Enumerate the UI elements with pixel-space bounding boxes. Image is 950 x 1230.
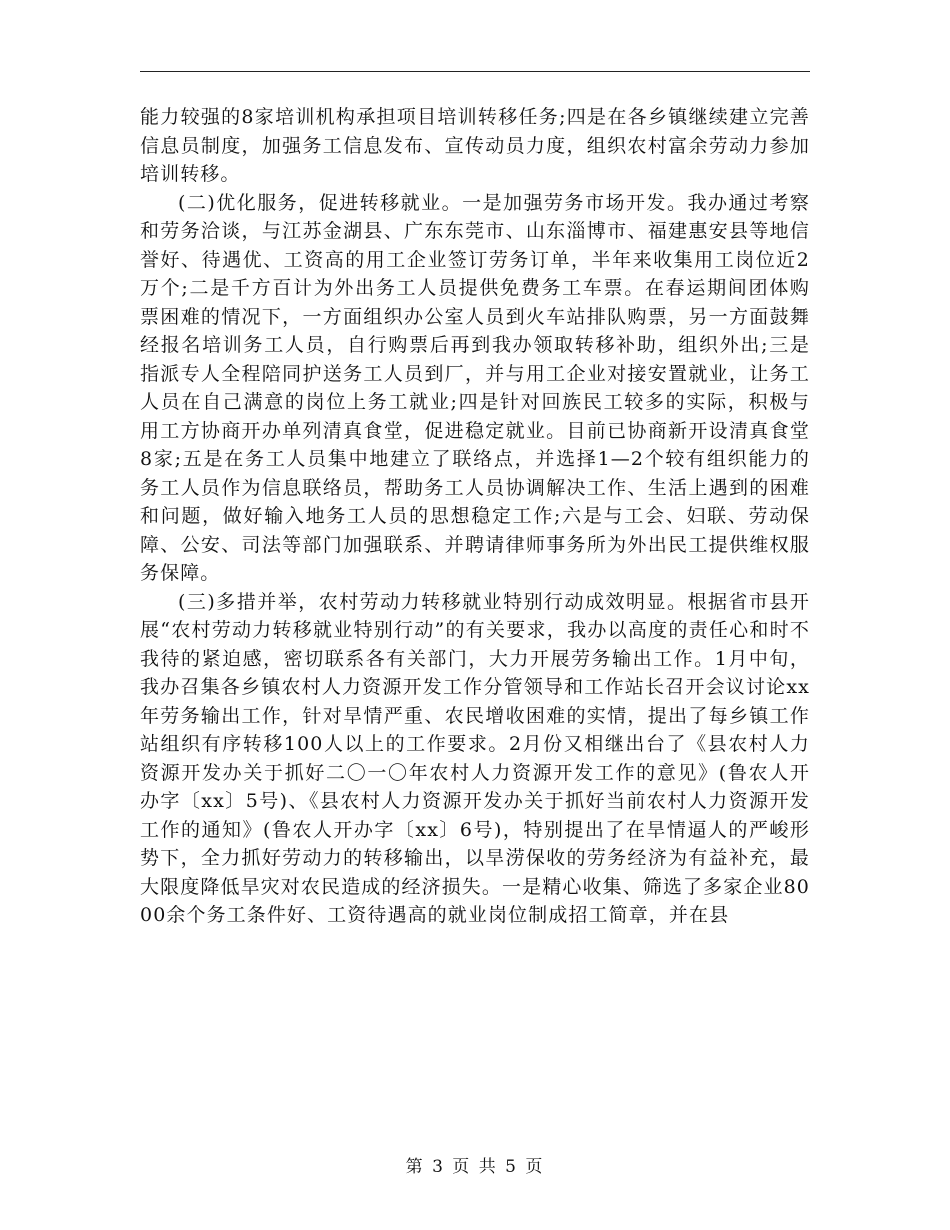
paragraph-multiple-measures: (三)多措并举，农村劳动力转移就业特别行动成效明显。根据省市县开展“农村劳动力转移就业特别行动”的有关要求，我办以高度的责任心和时不我待的紧迫感，密切联系各有关部门，大力开展劳务输出工作。1月中旬，我办召集各乡镇农村人力资源开发工作分管领导和工作站长召开会议讨论xx年劳务输出工作，针对旱情严重、农民增收困难的实情，提出了每乡镇工作站组织有序转移100人以上的工作要求。2月份又相继出台了《县农村人力资源开发办关于抓好二〇一〇年农村人力资源开发工作的意见》(鲁农人开办字〔xx〕5号)、《县农村人力资源开发办关于抓好当前农村人力资源开发工作的通知》(鲁农人开办字〔xx〕6号)，特别提出了在旱情逼人的严峻形势下，全力抓好劳动力的转移输出，以旱涝保收的劳务经济为有益补充，最大限度降低旱灾对农民造成的经济损失。一是精心收集、筛选了多家企业8000余个务工条件好、工资待遇高的就业岗位制成招工简章，并在县 bbox=[140, 590, 810, 926]
paragraph-optimize-service: (二)优化服务，促进转移就业。一是加强劳务市场开发。我办通过考察和劳务洽谈，与江苏金湖县、广东东莞市、山东淄博市、福建惠安县等地信誉好、待遇优、工资高的用工企业签订劳务订单，半年来收集用工岗位近2万个;二是千方百计为外出务工人员提供免费务工车票。在春运期间团体购票困难的情况下，一方面组织办公室人员到火车站排队购票，另一方面鼓舞经报名培训务工人员，自行购票后再到我办领取转移补助，组织外出;三是指派专人全程陪同护送务工人员到厂，并与用工企业对接安置就业，让务工人员在自己满意的岗位上务工就业;四是针对回族民工较多的实际，积极与用工方协商开办单列清真食堂，促进稳定就业。目前已协商新开设清真食堂8家;五是在务工人员集中地建立了联络点，并选择1—2个较有组织能力的务工人员作为信息联络员，帮助务工人员协调解决工作、生活上遇到的困难和问题，做好输入地务工人员的思想稳定工作;六是与工会、妇联、劳动保障、公安、司法等部门加强联系、并聘请律师事务所为外出民工提供维权服务保障。 bbox=[140, 191, 810, 584]
page-number-footer: 第 3 页 共 5 页 bbox=[405, 1157, 545, 1177]
header-rule bbox=[140, 71, 810, 72]
paragraph-continuation: 能力较强的8家培训机构承担项目培训转移任务;四是在各乡镇继续建立完善信息员制度，加强务工信息发布、宣传动员力度，组织农村富余劳动力参加培训转移。 bbox=[140, 106, 810, 185]
document-body bbox=[140, 103, 810, 930]
